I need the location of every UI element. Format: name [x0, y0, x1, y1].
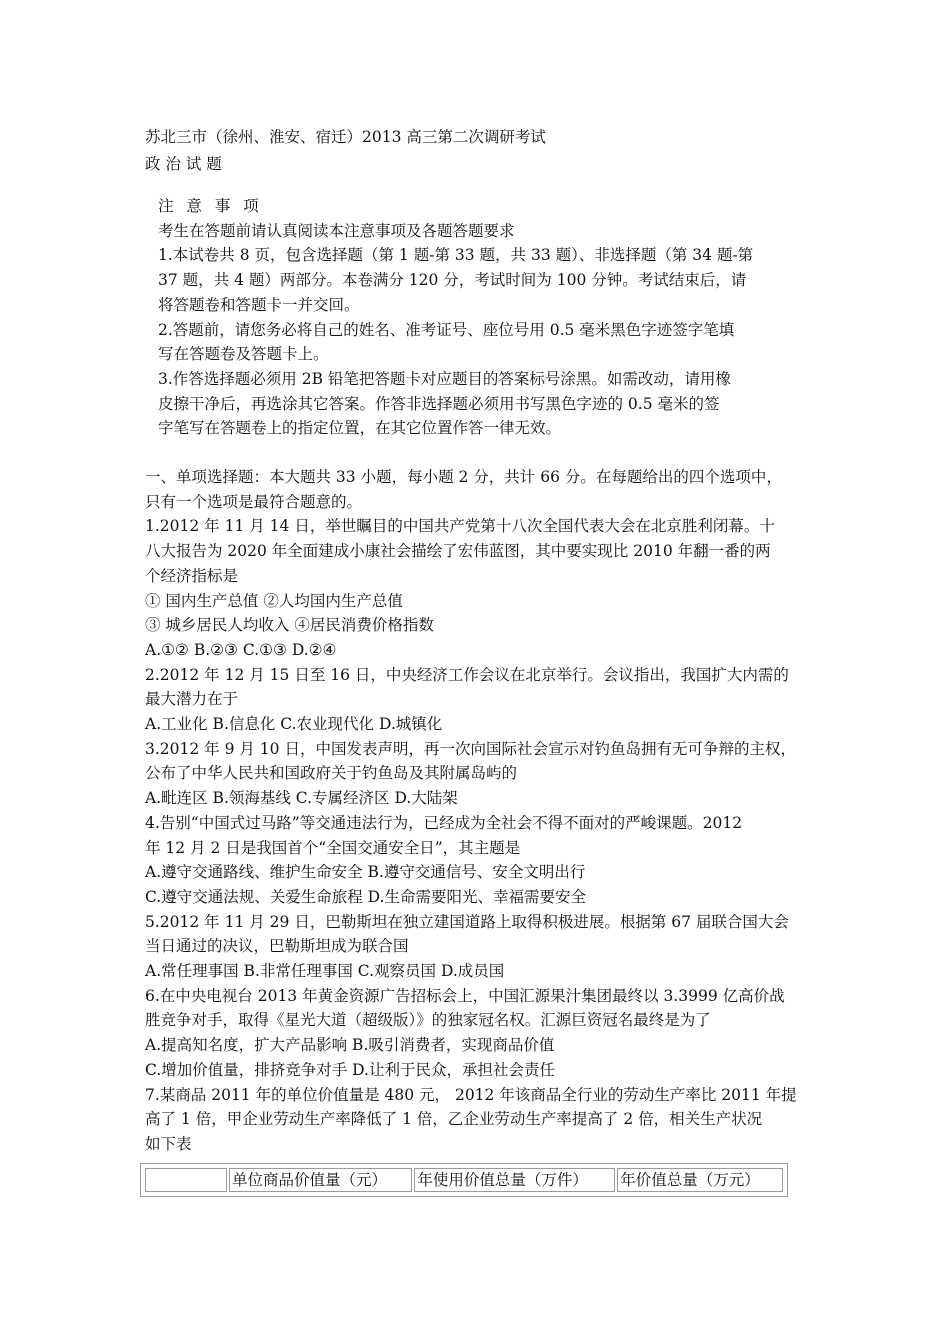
notice-line: 写在答题卷及答题卡上。 — [158, 345, 329, 364]
question-line: ① 国内生产总值 ②人均国内生产总值 — [145, 591, 403, 610]
notice-line: 考生在答题前请认真阅读本注意事项及各题答题要求 — [158, 221, 515, 240]
question-line: 7.某商品 2011 年的单位价值量是 480 元， 2012 年该商品全行业的劳动生产率比 2011 年提 — [145, 1085, 797, 1104]
question-line: 1.2012 年 11 月 14 日，举世瞩目的中国共产党第十八次全国代表大会在北京胜利闭幕。十 — [145, 517, 775, 536]
section-heading: 只有一个选项是最符合题意的。 — [145, 492, 363, 511]
question-line: C.遵守交通法规、关爱生命旅程 D.生命需要阳光、幸福需要安全 — [145, 887, 586, 906]
question-line: 胜竞争对手，取得《星光大道（超级版）》的独家冠名权。汇源巨资冠名最终是为了 — [145, 1011, 711, 1030]
question-line: 公布了中华人民共和国政府关于钓鱼岛及其附属岛屿的 — [145, 764, 518, 783]
question-line: C.增加价值量，排挤竞争对手 D.让利于民众，承担社会责任 — [145, 1060, 555, 1079]
question-line: 高了 1 倍，甲企业劳动生产率降低了 1 倍，乙企业劳动生产率提高了 2 倍，相关生产状况 — [145, 1110, 763, 1129]
question-line: 如下表 — [145, 1134, 192, 1153]
question-line: 6.在中央电视台 2013 年黄金资源广告招标会上，中国汇源果汁集团最终以 3.3999 亿高价战 — [145, 986, 785, 1005]
question-line: A.常任理事国 B.非常任理事国 C.观察员国 D.成员国 — [145, 962, 505, 981]
question-line: 4.告别“中国式过马路”等交通违法行为，已经成为全社会不得不面对的严峻课题。2012 — [145, 813, 743, 832]
questions-section — [145, 465, 815, 1157]
question-line: 2.2012 年 12 月 15 日至 16 日，中央经济工作会议在北京举行。会议指出，我国扩大内需的 — [145, 665, 789, 684]
notice-line: 将答题卷和答题卡一并交回。 — [158, 295, 360, 314]
question-line: ③ 城乡居民人均收入 ④居民消费价格指数 — [145, 616, 434, 635]
table-header-cell: 年价值总量（万元） — [617, 1168, 783, 1192]
notice-line: 字笔写在答题卷上的指定位置，在其它位置作答一律无效。 — [158, 419, 562, 438]
question-line: A.遵守交通路线、维护生命安全 B.遵守交通信号、安全文明出行 — [145, 863, 586, 882]
question-line: A.工业化 B.信息化 C.农业现代化 D.城镇化 — [145, 715, 443, 734]
question-line: 八大报告为 2020 年全面建成小康社会描绘了宏伟蓝图，其中要实现比 2010 年翻一番的两 — [145, 542, 771, 561]
notice-line: 37 题，共 4 题）两部分。本卷满分 120 分，考试时间为 100 分钟。考试结束后，请 — [158, 271, 747, 290]
table-header-cell — [145, 1168, 227, 1192]
production-table — [140, 1163, 788, 1197]
table-header-cell: 年使用价值总量（万件） — [414, 1168, 615, 1192]
table-header-cell: 单位商品价值量（元） — [229, 1168, 412, 1192]
document-header — [145, 124, 546, 178]
notice-line: 皮擦干净后，再选涂其它答案。作答非选择题必须用书写黑色字迹的 0.5 毫米的签 — [158, 394, 720, 413]
table-row — [145, 1168, 783, 1192]
exam-title: 苏北三市（徐州、淮安、宿迁）2013 高三第二次调研考试 — [145, 128, 546, 146]
question-line: 当日通过的决议，巴勒斯坦成为联合国 — [145, 937, 409, 956]
production-table-grid — [143, 1166, 785, 1194]
notice-title: 注 意 事 项 — [158, 197, 263, 215]
notice-line: 3.作答选择题必须用 2B 铅笔把答题卡对应题目的答案标号涂黑。如需改动，请用橡 — [158, 369, 731, 388]
notice-line: 2.答题前，请您务必将自己的姓名、准考证号、座位号用 0.5 毫米黑色字迹签字笔填 — [158, 320, 735, 339]
question-line: 个经济指标是 — [145, 566, 239, 585]
notice-section — [158, 194, 798, 441]
question-line: 5.2012 年 11 月 29 日，巴勒斯坦在独立建国道路上取得积极进展。根据第 67 届联合国大会 — [145, 912, 789, 931]
section-heading: 一、单项选择题：本大题共 33 小题，每小题 2 分，共计 66 分。在每题给出的四个选项中， — [145, 468, 782, 486]
question-line: A.提高知名度，扩大产品影响 B.吸引消费者，实现商品价值 — [145, 1036, 555, 1055]
question-line: A.毗连区 B.领海基线 C.专属经济区 D.大陆架 — [145, 789, 458, 808]
notice-line: 1.本试卷共 8 页，包含选择题（第 1 题-第 33 题，共 33 题）、非选择题（第 34 题-第 — [158, 246, 754, 265]
question-line: 最大潜力在于 — [145, 690, 239, 709]
question-line: A.①② B.②③ C.①③ D.②④ — [145, 640, 337, 659]
question-line: 3.2012 年 9 月 10 日，中国发表声明，再一次向国际社会宣示对钓鱼岛拥有无可争辩的主权， — [145, 739, 796, 758]
question-line: 年 12 月 2 日是我国首个“全国交通安全日”，其主题是 — [145, 838, 521, 857]
subject-title: 政 治 试 题 — [145, 155, 222, 173]
